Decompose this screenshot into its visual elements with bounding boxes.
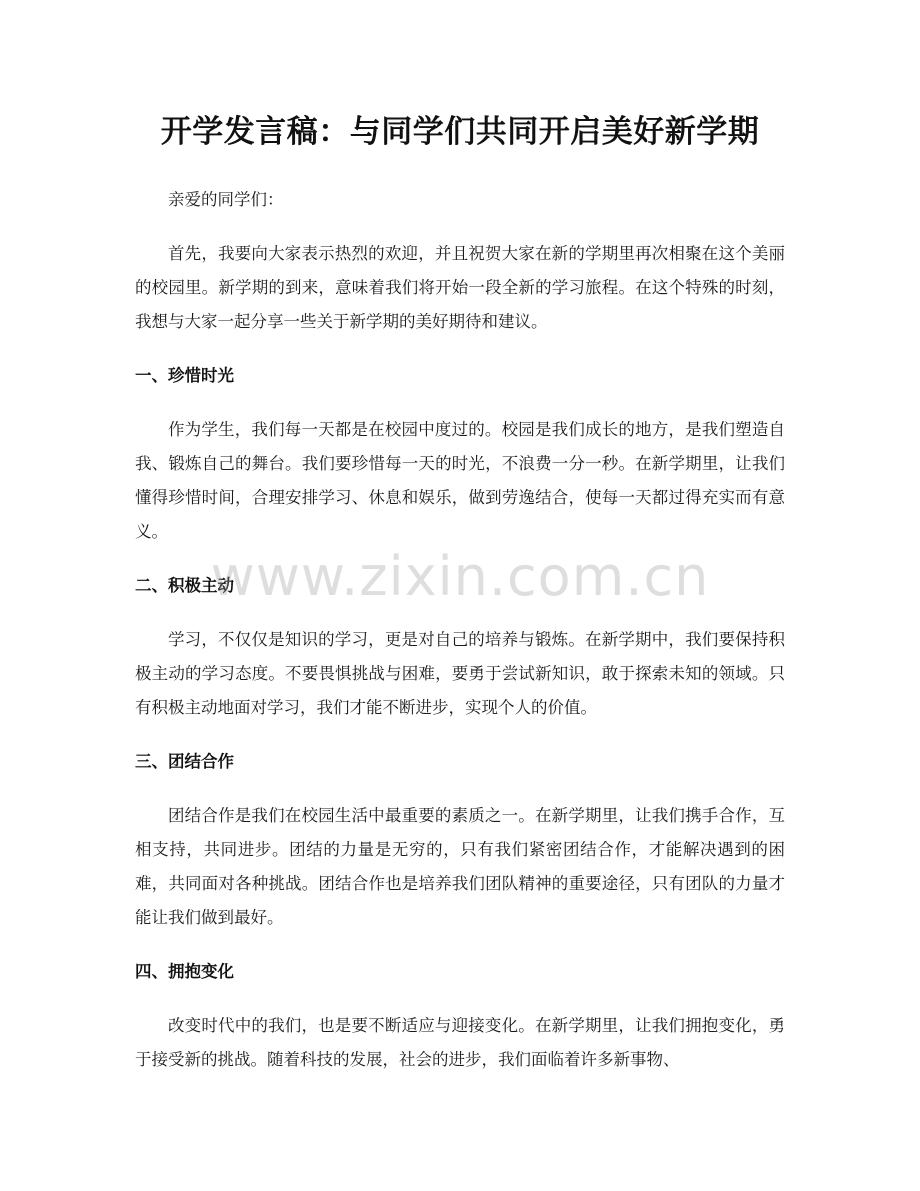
section-body-2: 学习，不仅仅是知识的学习，更是对自己的培养与锻炼。在新学期中，我们要保持积极主动的学习态度。不要畏惧挑战与困难，要勇于尝试新知识，敢于探索未知的领域。只有积极主动地面对学习，我们才能不断进步，实现个人的价值。	[135, 630, 785, 717]
greeting: 亲爱的同学们：	[168, 190, 284, 209]
watermark: www.zixin.com.cn	[210, 545, 710, 608]
document-body	[135, 183, 785, 1097]
section-body-1: 作为学生，我们每一天都是在校园中度过的。校园是我们成长的地方，是我们塑造自我、锻炼自己的舞台。我们要珍惜每一天的时光，不浪费一分一秒。在新学期里，让我们懂得珍惜时间，合理安排学习、休息和娱乐，做到劳逸结合，使每一天都过得充实而有意义。	[135, 420, 785, 541]
section-body-4: 改变时代中的我们，也是要不断适应与迎接变化。在新学期里，让我们拥抱变化，勇于接受新的挑战。随着科技的发展，社会的进步，我们面临着许多新事物、	[135, 1016, 785, 1069]
section-heading-2: 二、积极主动	[135, 576, 234, 595]
document-title: 开学发言稿：与同学们共同开启美好新学期	[160, 114, 760, 150]
section-heading-4: 四、拥抱变化	[135, 962, 234, 981]
section-heading-1: 一、珍惜时光	[135, 366, 234, 385]
intro-paragraph: 首先，我要向大家表示热烈的欢迎，并且祝贺大家在新的学期里再次相聚在这个美丽的校园里。新学期的到来，意味着我们将开始一段全新的学习旅程。在这个特殊的时刻，我想与大家一起分享一些关于新学期的美好期待和建议。	[135, 244, 785, 331]
section-heading-3: 三、团结合作	[135, 752, 234, 771]
section-body-3: 团结合作是我们在校园生活中最重要的素质之一。在新学期里，让我们携手合作，互相支持，共同进步。团结的力量是无穷的，只有我们紧密团结合作，才能解决遇到的困难，共同面对各种挑战。团结合作也是培养我们团队精神的重要途径，只有团队的力量才能让我们做到最好。	[135, 806, 785, 927]
